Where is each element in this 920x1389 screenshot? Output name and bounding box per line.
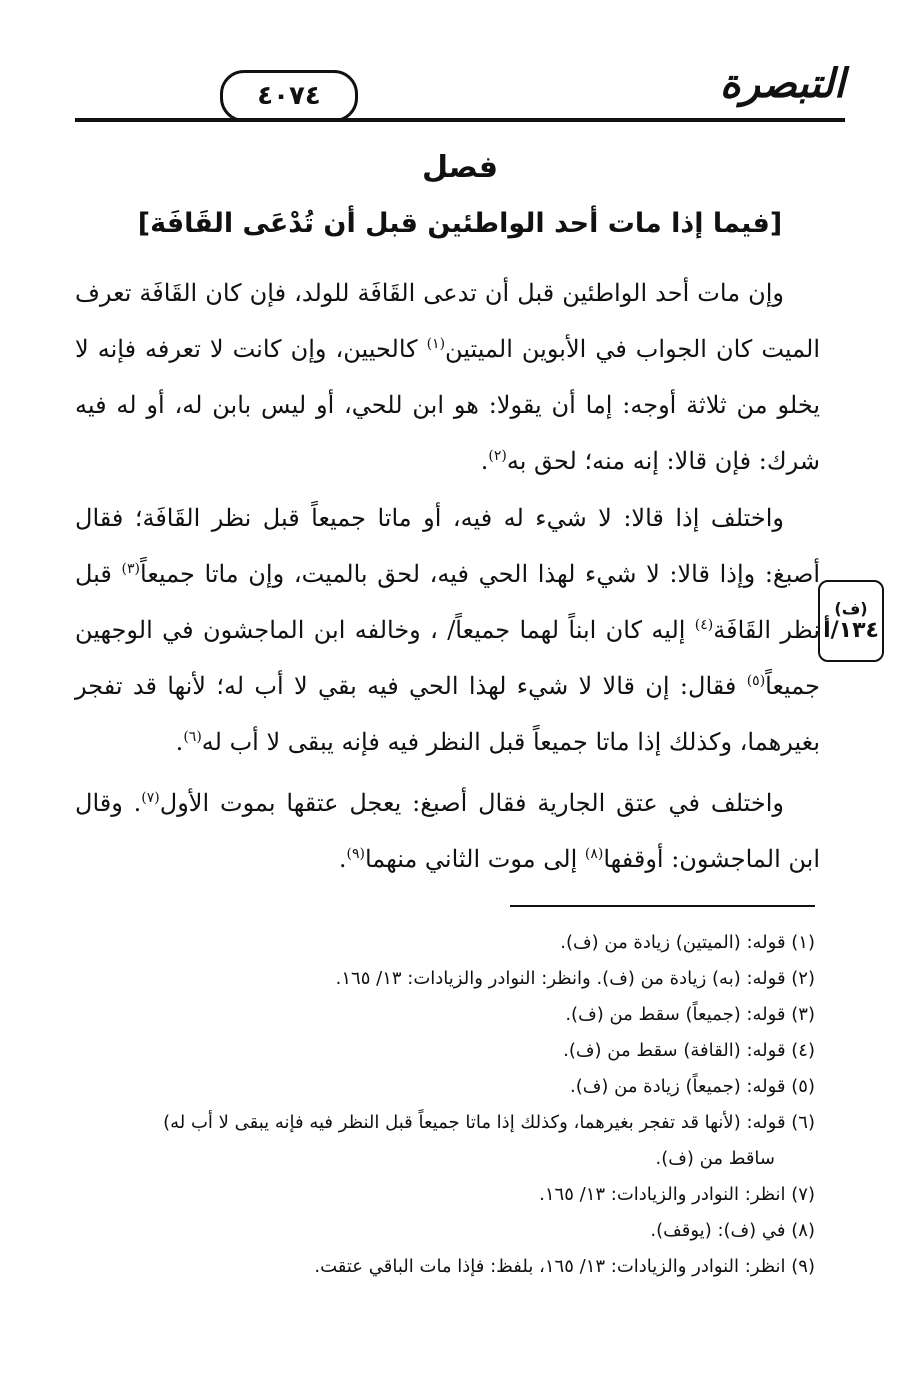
section-subtitle: [فيما إذا مات أحد الواطئين قبل أن تُدْعَى القَافَة] [137,208,783,239]
footnote: (٥) قوله: (جميعاً) زيادة من (ف). [569,1076,815,1097]
footnote-ref[interactable]: (٨) [584,846,604,862]
section-title: فصل [422,150,498,185]
paragraph-text: . [338,845,347,873]
book-title: التبصرة [719,60,845,107]
paragraph-text: واختلف في عتق الجارية فقال أصبغ: يعجل عتقها بموت الأول [159,789,784,817]
paragraph-text: قبل نظر القَافَة [75,560,820,644]
footnote: (٩) انظر: النوادر والزيادات: ١٣/ ١٦٥، بلفظ: فإذا مات الباقي عتقت. [314,1256,815,1277]
footnote-ref[interactable]: (٧) [141,790,160,806]
footnote: (٣) قوله: (جميعاً) سقط من (ف). [565,1004,815,1025]
paragraph-1 [75,265,820,489]
paragraph-text: كالحيين، وإن كانت لا تعرفه فإنه لا يخلو من ثلاثة أوجه: إما أن يقولا: هو ابن للحي، أو ليس بابن له، أو له فيه شرك: فإن قالا: إنه منه؛ لحق به [75,335,820,475]
paragraph-text: . [480,447,489,475]
footnotes [75,925,815,1285]
page-header [75,60,845,124]
footnote-ref[interactable]: (٥) [746,673,766,689]
margin-note-source: (ف) [834,599,868,618]
footnote: (٨) في (ف): (يوقف). [650,1220,815,1241]
header-rule [75,118,845,122]
paragraph-text: فقال: إن قالا لا شيء لهذا الحي فيه بقي لا أب له؛ لأنها قد تفجر بغيرهما، وكذلك إذا ماتا جميعاً قبل النظر فيه فإنه يبقى لا أب له [75,672,820,756]
manuscript-margin-note [818,580,884,662]
footnote-ref[interactable]: (٤) [694,617,714,633]
paragraph-text: وإن مات أحد الواطئين قبل أن تدعى القَافَة للولد، فإن كان القَافَة تعرف الميت كان الجواب في الأبوين الميتين [75,279,821,363]
footnote: (٧) انظر: النوادر والزيادات: ١٣/ ١٦٥. [539,1184,815,1205]
paragraph-text: واختلف إذا قالا: لا شيء له فيه، أو ماتا جميعاً قبل نظر القَافَة؛ فقال أصبغ: وإذا قالا: لا شيء لهذا الحي فيه، لحق بالميت، وإن ماتا جميعاً [75,504,820,588]
page-number: ٤٠٧٤ [220,70,358,122]
footnote: (٢) قوله: (به) زيادة من (ف). وانظر: النوادر والزيادات: ١٣/ ١٦٥. [335,968,815,989]
paragraph-2 [75,490,820,770]
footnote-ref[interactable]: (٣) [121,561,141,577]
margin-note-folio: ١٣٤/أ [823,618,879,643]
paragraph-text: . وقال ابن الماجشون: أوقفها [75,789,820,873]
paragraph-text: إليه كان ابناً لهما جميعاً/ ، وخالفه ابن الماجشون في الوجهين جميعاً [75,616,820,700]
footnote-ref[interactable]: (٢) [488,448,507,464]
footnote: (٤) قوله: (القافة) سقط من (ف). [563,1040,815,1061]
paragraph-text: . [175,728,184,756]
footnote: (١) قوله: (الميتين) زيادة من (ف). [560,932,815,953]
paragraph-text: إلى موت الثاني منهما [364,845,585,873]
footnote: (٦) قوله: (لأنها قد تفجر بغيرهما، وكذلك إذا ماتا جميعاً قبل النظر فيه فإنه يبقى لا أب له) [163,1112,815,1133]
footnote-ref[interactable]: (٩) [346,846,365,862]
footnote-continuation: ساقط من (ف). [655,1148,775,1169]
footnote-ref[interactable]: (١) [426,336,446,352]
footnote-ref[interactable]: (٦) [183,729,202,745]
footnote-separator [510,905,815,907]
paragraph-3 [75,775,820,887]
